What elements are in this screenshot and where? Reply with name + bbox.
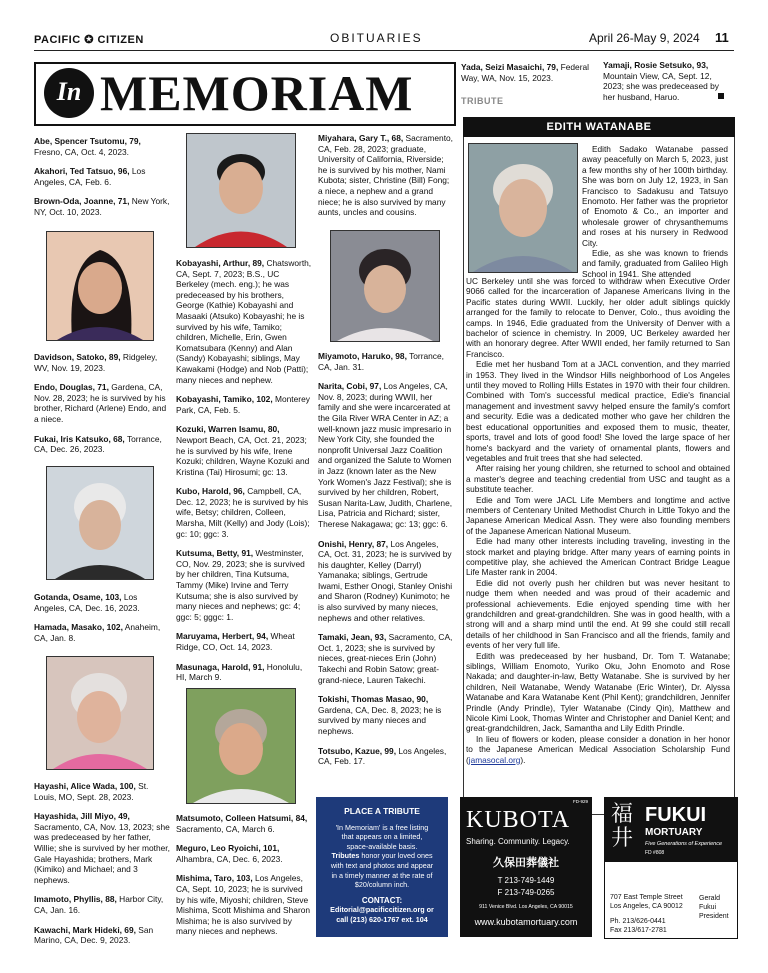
fukui-phone: Ph. 213/626-0441 [610,918,666,925]
ad-contact-info[interactable]: Editorial@pacificcitizen.org or call (213) 620-1767 ext. 104 [330,905,434,924]
photo-gotanda [46,466,154,580]
section-name: OBITUARIES [330,31,423,45]
obituary-entry: Akahori, Ted Tatsuo, 96, Los Angeles, CA, Feb. 6. [34,166,146,187]
obituary-entry: Kubo, Harold, 96, Campbell, CA, Dec. 12, 2023; he is survived by his wife, Betsy; children, Colleen, Marsha, Milt (Kelly) and Jody (Lois); gc: 10; ggc: 3. [176,486,310,539]
obituary-column-1b [34,352,170,464]
kubota-phone: T 213-749-1449 [497,876,555,885]
in-memoriam-banner [34,62,456,126]
obituary-entry-yada: Yada, Seizi Masaichi, 79, Federal Way, WA, Nov. 15, 2023. [461,62,590,83]
kubota-mortuary-ad [460,797,592,937]
page-header [34,30,734,51]
kubota-japanese-name: 久保田葬儀社 [493,857,559,869]
kubota-address: 911 Venice Blvd. Los Angeles, CA 90015 [479,904,573,910]
obituary-entry: Imamoto, Phyllis, 88, Harbor City, CA, Jan. 16. [34,894,164,915]
memoriam-title: MEMORIAM [100,65,414,121]
page-number: 11 [715,30,729,45]
obituary-entry: Totsubo, Kazue, 99, Los Angeles, CA, Feb. 17. [318,745,447,767]
obituary-entry: Hayashi, Alice Wada, 100, St. Louis, MO, Sept. 28, 2023. [34,781,149,802]
obituary-entry: Mishima, Taro, 103, Los Angeles, CA, Sept. 10, 2023; he is survived by his wife, Miyoshi; children, Steve Mishima, Scott Mishima and Sharon Mishima; he is also survived by many nieces and nephews. [176,873,311,937]
kubota-fax: F 213-749-0265 [497,888,555,897]
obituary-entry-yamaji: Yamaji, Rosie Setsuko, 93, Mountain View, CA, Sept. 12, 2023; she was predeceased by her husband, Haruo. [603,60,719,102]
kubota-logo: KUBOTA [466,807,571,833]
end-mark [718,93,724,99]
ad-text: 'In Memoriam' is a free listing that appears on a limited, space-available basis. [335,822,429,851]
tribute-text-side: Edith Sadako Watanabe passed away peacefully on March 5, 2023, just a few months shy of her 100th birthday. She was born on July 12, 1923, in San Francisco to Sadakusu and Tatsuyo Enomoto. Her father was the proprietor of Enomoto & Co., an importer and wholesale grower of chrysanthemums and roses at his nursery in Redwood City. Edie, as she was known to friends and family, graduated from Galileo High School in 1941. She attended [582,144,728,279]
obituary-entry: Masunaga, Harold, 91, Honolulu, HI, March 9. [176,661,303,683]
in-logo: In [44,68,94,118]
obituary-column-2b [176,813,312,946]
fukui-fax: Fax 213/617-2781 [610,927,667,934]
kubota-tagline: Sharing. Community. Legacy. [466,837,570,846]
obituary-entry: Davidson, Satoko, 89, Ridgeley, WV, Nov. 19, 2023. [34,352,158,373]
obituary-entry: Brown-Oda, Joanne, 71, New York, NY, Oct. 10, 2023. [34,196,170,217]
publication-name: PACIFIC ✪ CITIZEN [34,34,144,46]
obituary-entry: Miyahara, Gary T., 68, Sacramento, CA, Feb. 28, 2023; graduate, University of California, Riverside; he is survived by his mother, Nami Kubota; sister, Christine (Bill) Fong; a niece, a nephew and a grand niece; he is also survived by many aunts, uncles and cousins. [318,133,454,218]
obituary-entry: Fukai, Iris Katsuko, 68, Torrance, CA, Dec. 26, 2023. [34,433,162,455]
obituary-entry: Hayashida, Jill Miyo, 49, Sacramento, CA, Nov. 13, 2023; she was predeceased by her father, Willie; she is survived by her mother, Gale Hayashida; brothers, Mark (Kimiko) and Michael; and 3 nephews. [34,811,170,885]
scholarship-link[interactable]: jamasocal.org [468,754,521,765]
tribute-text-main: UC Berkeley until she was forced to withdraw when Executive Order 9066 called for the incarceration of Japanese Americans living in the Pacific states during WWII. Luckily, her older adult siblings quickly arranged for the family to relocate to Denver, Colo., thus avoiding the camps. In 1946, Edie graduated from the University of Denver with a bachelor of science in chemistry. In 2009, UC Berkeley awarded her with an honorary degree. After WWII ended, her family returned to San Francisco. Edie met her husband Tom at a JACL convention, and they married in 1953. They lived in the Windsor Hills neighborhood of Los Angeles until they moved to Rolling Hills Estates in 1970 with their four children. Combined with Tom's successful medical practice, Edie's financial management and investment savvy helped ensure the family's comfort and security. Edie was a dedicated mother who gave her children the best educational opportunities and exposed them to music, theater, sports, travel and lots of good food! She loved the large space of her home's backyard and the variety of ornamental plants, flowers and vegetables and fruit trees that she had selected. After raising her young children, she returned to school and obtained a master's degree and teaching credential from USC and taught as a substitute teacher. Edie and Tom were JACL Life Members and longtime and active members of Centenary United Methodist Church in Little Tokyo and the Japanese American Medical Assn. They were also founding members of the Japanese American National Museum. Edie had many other interests including traveling, investing in the stock market and playing bridge. After many years of earning points in competitive play, she achieved the American Contract Bridge League Life Master rank in 2004. Edie did not overly push her children but was never hesitant to nudge them when needed and was proud of their academic and professional achievements. Edie enjoyed spending time with her grandchildren and great-grandchildren. She was in good health, with a strong will and a sharp mind until the end. At 99 she could still recall details of her childhood in San Francisco and all the friends, family and events of her very full life. Edith was predeceased by her husband, Dr. Tom T. Watanabe; siblings, William Enomoto, Yuriko Oku, John Enomoto and Rose Nakada; and daughter-in-law, Betty Watanabe. She is survived by her children, Neil Watanabe, Wendy Watanabe (Eric Winter), Dr. Alyssa Watanabe and Kara Watanabe Kent (Phil Kent); grandchildren, Jennifer Prindle (Andy Prindle), Tyler Watanabe (Cindy Qin), Matthew and Nicole Kimi Look, Thomas Winter and Christopher and Daniel Kent; and great-grandchildren, Jack, Samantha and Lily Edith Prindle. In lieu of flowers or koden, please consider a donation in her honor to the Japanese American Medical Association Scholarship Fund (jamasocal.org). [466,276,730,765]
tribute-title: EDITH WATANABE [463,117,735,137]
obituary-entry: Kozuki, Warren Isamu, 80, Newport Beach, CA, Oct. 21, 2023; he is survived by his wife, Irene Kozuki; children, Wayne Kozuki and Kristina (Tai) Hirosumi; gc: 13. [176,424,310,477]
photo-kobayashi [186,133,296,248]
obituary-entry: Kutsuma, Betty, 91, Westminster, CO, Nov. 29, 2023; she is survived by her children, Tina Kutsuma, Tammy (Mike) Irvine and Terry Kutsuma; she is also survived by many nieces and nephews; gc: 4; ggc: 5; gggc: 1. [176,548,305,622]
obituary-entry: Meguro, Leo Ryoichi, 101, Alhambra, CA, Dec. 6, 2023. [176,843,283,864]
obituary-entry: Tamaki, Jean, 93, Sacramento, CA, Oct. 1, 2023; she is survived by nieces, great-nieces Erin (John) Takechi and Robin Satow; great-grand-niece, Lauren Takechi. [318,632,453,685]
obituary-column-1d [34,781,170,955]
obituary-entry: Abe, Spencer Tsutomu, 79, Fresno, CA, Oct. 4, 2023. [34,136,141,157]
obituary-entry: Hamada, Masako, 102, Anaheim, CA, Jan. 8. [34,622,161,643]
place-tribute-ad: PLACE A TRIBUTE 'In Memoriam' is a free listing that appears on a limited, space-available basis. Tributes honor your loved ones with text and photos and appear in a timely manner at the rate of $20/column inch. CONTACT: Editorial@pacificcitizen.org or call (213) 620-1767 ext. 104 [316,797,448,937]
photo-edith-watanabe [468,143,578,273]
ad-title: PLACE A TRIBUTE [344,806,420,816]
fukui-mortuary-ad [604,797,738,939]
fukui-president-name: Gerald Fukui [699,895,721,911]
obituary-entry: Gotanda, Osame, 103, Los Angeles, CA, Dec. 16, 2023. [34,592,140,613]
fukui-president-title: President [699,913,729,920]
fukui-address-1: 707 East Temple Street [610,894,683,901]
obituary-column-2 [176,258,312,692]
obituary-entry: Onishi, Henry, 87, Los Angeles, CA, Oct. 31, 2023; he is survived by his daughter, Kelley (Darryl) Yamanaka; siblings, Gertrude Iwami, Esther Onogi, Stanley Onishi and Sharon (Rodney) Kunimoto; he is also survived by many nieces, nephews and other relatives. [318,538,453,623]
obituary-entry: Miyamoto, Haruko, 98, Torrance, CA, Jan. 31. [318,351,444,372]
fukui-logo: FUKUI [645,804,707,826]
fukui-fd: FD #808 [645,850,665,856]
photo-hayashi [46,656,154,770]
obituary-entry: Kobayashi, Arthur, 89, Chatsworth, CA, Sept. 7, 2023; B.S., UC Berkeley (mech. eng.); he was predeceased by his brothers, George (Kathie) Kobayashi and Masaaki (Atsuko) Kobayashi; he is survived by his wife, Tamiko; children, Michelle, Erin, Gwen Komatsubara (Kenny) and Alan (Sandy) Kobayashi; siblings, May Kawakami (Hodge) and Nob (Patti); many nieces and nephew. [176,258,312,385]
photo-miyamoto [330,230,440,342]
obituary-entry: Matsumoto, Colleen Hatsumi, 84, Sacramento, CA, March 6. [176,813,308,834]
obituary-entry: Kobayashi, Tamiko, 102, Monterey Park, CA, Feb. 5. [176,394,310,415]
fukui-japanese-name: 福井 [611,801,634,850]
issue-date: April 26-May 9, 2024 [589,31,700,45]
fukui-tagline: Five Generations of Experience [645,841,723,847]
obituary-column-3 [318,351,454,776]
obituary-entry: Maruyama, Herbert, 94, Wheat Ridge, CO, Oct. 14, 2023. [176,631,295,652]
obituary-entry: Tokishi, Thomas Masao, 90, Gardena, CA, Dec. 8, 2023; he is survived by many nieces and nephews. [318,694,442,736]
ad-contact-label: CONTACT: [361,895,403,905]
obituary-entry: Endo, Douglas, 71, Gardena, CA, Nov. 28, 2023; he is survived by his brother, Richard (Arlene) Endo, and a niece. [34,382,167,424]
obituary-column-1c [34,592,170,652]
photo-davidson [46,231,154,341]
obituary-entry: Kawachi, Mark Hideki, 69, San Marino, CA, Dec. 9, 2023. [34,924,154,946]
kubota-fd: FD-929 [572,799,588,804]
obituary-entry: Narita, Cobi, 97, Los Angeles, CA, Nov. 8, 2023; during WWII, her family and she were incarcerated at the Gila River WRA Center in AZ; a well-known jazz music impresario in New York City, she founded the nonprofit Universal Jazz Coalition and organized the Salute to Women in Jazz (known later as the New York Women's Jazz Festival); she is survived by her children, Robert, Susan Narita-Law, Judith, Charlene, Lisa, Patricia and Richard; sister, Therese Nakagawa; gc: 13; ggc: 6. [318,381,453,529]
obituary-column-3a [318,133,454,227]
tribute-label: TRIBUTE [461,96,504,106]
fukui-mortuary: MORTUARY [645,827,703,838]
photo-matsumoto [186,688,296,804]
obituary-column-1 [34,136,170,227]
kubota-website[interactable]: www.kubotamortuary.com [474,917,578,927]
fukui-address-2: Los Angeles, CA 90012 [610,903,683,910]
